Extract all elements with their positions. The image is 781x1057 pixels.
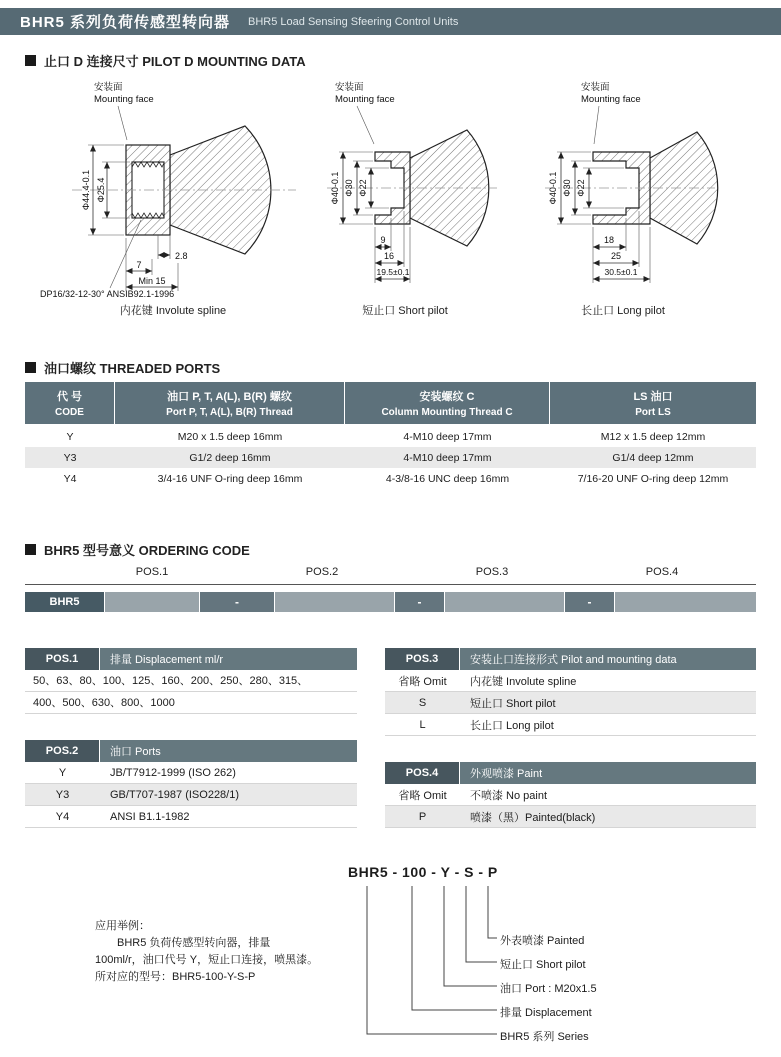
- table-row: [385, 692, 756, 714]
- col-header-code: [25, 382, 115, 424]
- dim-bore-diameter: Φ22: [576, 179, 586, 197]
- cell-code: Y3: [55, 788, 70, 801]
- dim-pilot-diameter: Φ30: [562, 179, 572, 197]
- app-example-line: BHR5 负荷传感型转向器，排量: [117, 937, 271, 949]
- pos1-table: [25, 648, 357, 714]
- drawing-caption: 短止口 Short pilot: [362, 305, 448, 317]
- callout-series: BHR5 系列 Series: [500, 1031, 589, 1043]
- cell-desc: 喷漆（黑）Painted(black): [470, 811, 596, 824]
- callout-paint: 外表喷漆 Painted: [500, 935, 585, 947]
- table-row: [25, 762, 357, 784]
- cell-ls-port: 7/16-20 UNF O-ring deep 12mm: [577, 472, 729, 485]
- cell-desc: 内花键 Involute spline: [470, 675, 577, 688]
- pos1-slot: [105, 592, 200, 612]
- cell-code: 省略 Omit: [398, 675, 447, 688]
- pos2-marker: POS.2: [305, 566, 339, 578]
- cell-code: S: [418, 696, 427, 709]
- section-heading-ordering-label: BHR5 型号意义 ORDERING CODE: [44, 543, 250, 558]
- col-header-zh: 油口 P, T, A(L), B(R) 螺纹: [167, 391, 292, 403]
- pos3-slot: [445, 592, 565, 612]
- dim-length-1: 2.8: [175, 251, 188, 261]
- pos2-header: [25, 740, 357, 762]
- cell-code: Y: [66, 430, 74, 443]
- pos4-header: [385, 762, 756, 784]
- col-header-port-thread: [115, 382, 345, 424]
- long-pilot-drawing: [523, 78, 723, 300]
- pos1-header: [25, 648, 357, 670]
- callout-displacement: 排量 Displacement: [500, 1007, 592, 1019]
- model-code-box: BHR5: [25, 592, 105, 612]
- cell-code: Y3: [63, 451, 77, 464]
- dim-length-2: 7: [136, 260, 142, 270]
- app-example-line: 所对应的型号：BHR5-100-Y-S-P: [95, 971, 256, 983]
- cell-desc: JB/T7912-1999 (ISO 262): [110, 766, 236, 779]
- cell-code: L: [419, 718, 426, 731]
- pos4-marker: POS.4: [645, 566, 679, 578]
- cell-code: 省略 Omit: [398, 789, 447, 802]
- mounting-face-label-zh: 安装面: [94, 82, 123, 93]
- section-heading-ordering: [25, 540, 250, 559]
- cell-desc: 长止口 Long pilot: [470, 719, 554, 732]
- cell-port-thread: G1/2 deep 16mm: [189, 451, 271, 464]
- col-header-zh: 代 号: [56, 391, 83, 403]
- dim-bore-diameter: Φ25.4: [96, 177, 106, 203]
- spline-standard-note: DP16/32-12-30° ANSIB92.1-1996: [40, 289, 175, 299]
- table-row: [385, 714, 756, 736]
- cell-ls-port: G1/4 deep 12mm: [612, 451, 694, 464]
- dim-length-3: 19.5±0.1: [376, 267, 410, 277]
- cell-desc: 短止口 Short pilot: [470, 697, 556, 710]
- table-header-row: [25, 382, 756, 426]
- mounting-face-label-en: Mounting face: [581, 94, 641, 105]
- col-header-en: Port P, T, A(L), B(R) Thread: [166, 407, 293, 418]
- callout-lines: [340, 884, 510, 1042]
- col-header-en: CODE: [55, 407, 84, 418]
- cell-desc: GB/T707-1987 (ISO228/1): [110, 788, 240, 801]
- example-order-code: BHR5 - 100 - Y - S - P: [348, 864, 498, 880]
- col-header-ls-port: [550, 382, 756, 424]
- short-pilot-drawing: [305, 78, 505, 300]
- cell-port-thread: 3/4-16 UNF O-ring deep 16mm: [157, 472, 303, 485]
- col-header-zh: LS 油口: [633, 391, 673, 403]
- cell-code: Y4: [63, 472, 77, 485]
- section-heading-ports: [25, 358, 220, 377]
- dim-length-3: 30.5±0.1: [604, 267, 638, 277]
- page-header-bar: [0, 8, 781, 35]
- table-row: [385, 806, 756, 828]
- dim-length-3: Min 15: [138, 276, 166, 286]
- cell-code: Y: [58, 766, 67, 779]
- pos3-marker: POS.3: [475, 566, 509, 578]
- callout-pilot: 短止口 Short pilot: [500, 959, 586, 971]
- pos3-label: POS.3: [385, 648, 460, 670]
- ordering-code-bar: [25, 592, 756, 612]
- mounting-face-label-zh: 安装面: [581, 82, 610, 93]
- dim-pilot-diameter: Φ30: [344, 179, 354, 197]
- ordering-rule-line: [25, 584, 756, 585]
- table-row: [25, 784, 357, 806]
- dim-bore-diameter: Φ22: [358, 179, 368, 197]
- dim-outer-diameter: Φ44.4-0.1: [81, 169, 91, 211]
- page-title-zh: BHR5 系列负荷传感型转向器: [20, 14, 231, 31]
- dim-length-1: 9: [380, 235, 386, 245]
- square-bullet-icon: [25, 362, 36, 373]
- pos4-label: POS.4: [385, 762, 460, 784]
- displacement-values-line1: 50、63、80、100、125、160、200、250、280、315、: [25, 670, 357, 692]
- pos1-title: 排量 Displacement ml/r: [100, 648, 357, 670]
- pos1-marker: POS.1: [135, 566, 169, 578]
- col-header-en: Column Mounting Thread C: [381, 407, 513, 418]
- pos3-table: [385, 648, 756, 736]
- cell-desc: ANSI B1.1-1982: [110, 810, 190, 823]
- cell-code: P: [418, 810, 427, 823]
- callout-port: 油口 Port : M20x1.5: [500, 983, 597, 995]
- col-header-en: Port LS: [635, 407, 671, 418]
- dash-separator: -: [200, 592, 275, 612]
- drawing-caption: 内花键 Involute spline: [119, 305, 227, 317]
- app-example-title: 应用举例：: [95, 920, 150, 932]
- pos2-title: 油口 Ports: [100, 740, 357, 762]
- table-row: [25, 426, 756, 447]
- cell-desc: 不喷漆 No paint: [470, 789, 548, 802]
- pos3-title: 安装止口连接形式 Pilot and mounting data: [460, 648, 756, 670]
- table-row: [25, 468, 756, 489]
- pos4-table: [385, 762, 756, 828]
- cell-mounting-thread: 4-M10 deep 17mm: [403, 451, 492, 464]
- threaded-ports-table: [25, 382, 756, 489]
- dim-length-2: 16: [383, 251, 395, 261]
- square-bullet-icon: [25, 55, 36, 66]
- displacement-values-line2: 400、500、630、800、1000: [25, 692, 357, 714]
- cell-ls-port: M12 x 1.5 deep 12mm: [600, 430, 706, 443]
- page-title-en: BHR5 Load Sensing Sfeering Control Units: [248, 15, 459, 28]
- dim-outer-diameter: Φ40-0.1: [548, 171, 558, 205]
- dim-outer-diameter: Φ40-0.1: [330, 171, 340, 205]
- cell-code: Y4: [55, 810, 70, 823]
- square-bullet-icon: [25, 544, 36, 555]
- pos1-label: POS.1: [25, 648, 100, 670]
- section-heading-ports-label: 油口螺纹 THREADED PORTS: [44, 361, 221, 376]
- cell-mounting-thread: 4-M10 deep 17mm: [403, 430, 492, 443]
- cell-mounting-thread: 4-3/8-16 UNC deep 16mm: [385, 472, 510, 485]
- cell-port-thread: M20 x 1.5 deep 16mm: [177, 430, 283, 443]
- table-row: [25, 806, 357, 828]
- col-header-zh: 安装螺纹 C: [419, 391, 475, 403]
- pos2-slot: [275, 592, 395, 612]
- mounting-face-label-en: Mounting face: [335, 94, 395, 105]
- pos4-slot: [615, 592, 756, 612]
- pos3-header: [385, 648, 756, 670]
- dim-length-1: 18: [603, 235, 615, 245]
- table-row: [385, 670, 756, 692]
- drawing-caption: 长止口 Long pilot: [581, 305, 665, 317]
- pos4-title: 外观喷漆 Paint: [460, 762, 756, 784]
- table-row: [385, 784, 756, 806]
- app-example-line: 100ml/r，油口代号 Y，短止口连接，喷黑漆。: [95, 954, 319, 966]
- dim-length-2: 25: [610, 251, 622, 261]
- involute-spline-drawing: [38, 78, 308, 300]
- section-heading-pilot-label: 止口 D 连接尺寸 PILOT D MOUNTING DATA: [44, 54, 306, 69]
- mounting-face-label-zh: 安装面: [335, 82, 364, 93]
- section-heading-pilot: [25, 51, 306, 70]
- pos2-label: POS.2: [25, 740, 100, 762]
- mounting-face-label-en: Mounting face: [94, 94, 154, 105]
- col-header-mounting-thread: [345, 382, 550, 424]
- table-row: [25, 447, 756, 468]
- dash-separator: -: [395, 592, 445, 612]
- dash-separator: -: [565, 592, 615, 612]
- application-example: [95, 918, 360, 986]
- pos2-table: [25, 740, 357, 828]
